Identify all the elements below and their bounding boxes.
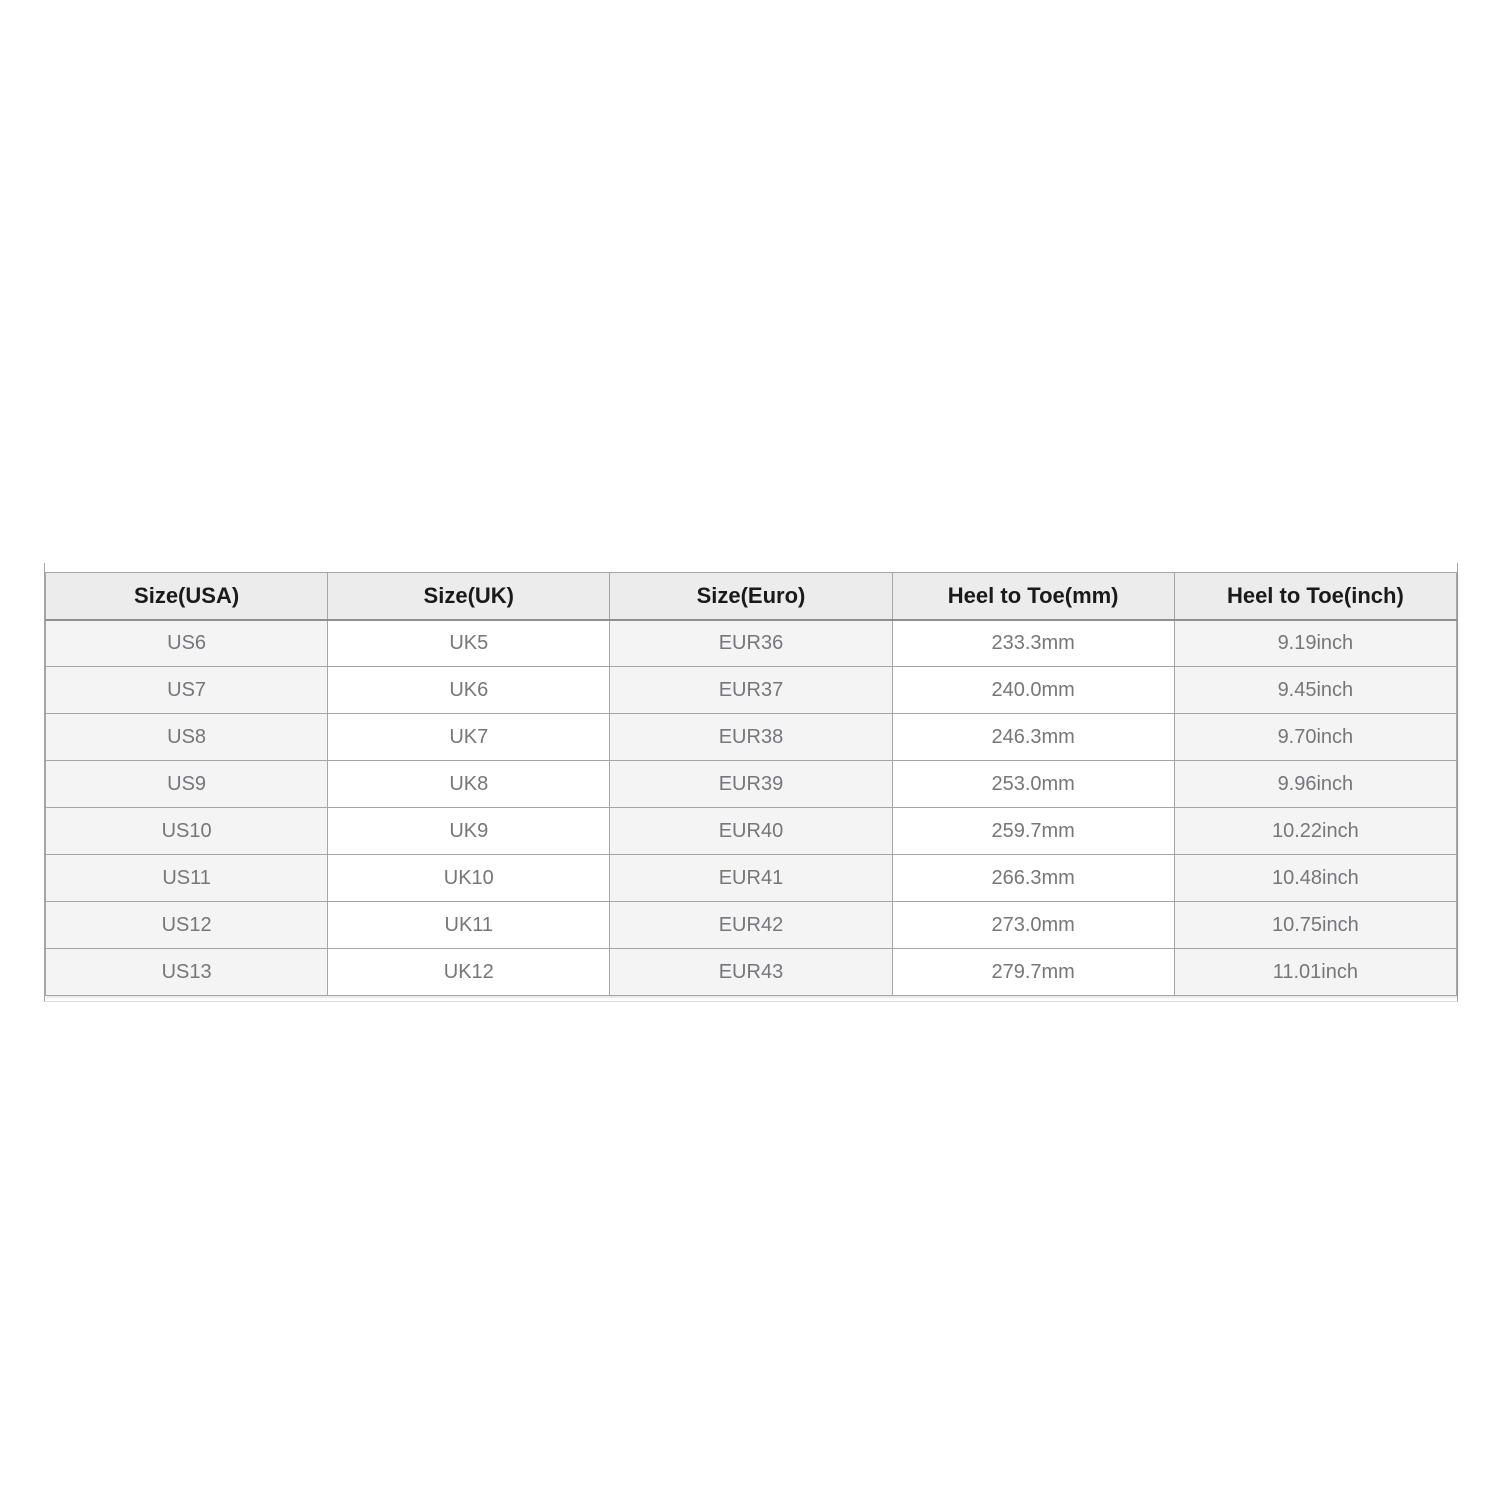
table-cell: UK6 (328, 667, 610, 714)
table-cell: EUR43 (610, 949, 892, 996)
table-cell: EUR38 (610, 714, 892, 761)
table-cell: EUR40 (610, 808, 892, 855)
table-cell: UK11 (328, 902, 610, 949)
table-cell: 10.22inch (1174, 808, 1456, 855)
table-cell: 9.96inch (1174, 761, 1456, 808)
table-cell: 253.0mm (892, 761, 1174, 808)
header-cell-4: Heel to Toe(inch) (1174, 573, 1456, 620)
shoe-size-conversion-table (45, 572, 1457, 996)
header-cell-2: Size(Euro) (610, 573, 892, 620)
table-cell: US11 (46, 855, 328, 902)
table-cell: 9.19inch (1174, 620, 1456, 667)
table-cell: EUR39 (610, 761, 892, 808)
table-cell: 11.01inch (1174, 949, 1456, 996)
table-cell: US7 (46, 667, 328, 714)
table-row (46, 949, 1457, 996)
table-row (46, 620, 1457, 667)
table-cell: EUR36 (610, 620, 892, 667)
table-row (46, 761, 1457, 808)
table-cell: UK5 (328, 620, 610, 667)
table-cell: 259.7mm (892, 808, 1174, 855)
header-cell-1: Size(UK) (328, 573, 610, 620)
header-row (46, 573, 1457, 620)
table-cell: EUR41 (610, 855, 892, 902)
table-cell: EUR42 (610, 902, 892, 949)
table-cell: EUR37 (610, 667, 892, 714)
table-cell: US8 (46, 714, 328, 761)
table-cell: 9.45inch (1174, 667, 1456, 714)
table-cell: UK10 (328, 855, 610, 902)
table-cell: US10 (46, 808, 328, 855)
table-cell: 246.3mm (892, 714, 1174, 761)
header-cell-0: Size(USA) (46, 573, 328, 620)
table-cell: US13 (46, 949, 328, 996)
table-cell: US9 (46, 761, 328, 808)
table-cell: 10.48inch (1174, 855, 1456, 902)
table-cell: UK7 (328, 714, 610, 761)
table-cell: 266.3mm (892, 855, 1174, 902)
table-body (46, 620, 1457, 996)
table-cell: 273.0mm (892, 902, 1174, 949)
table-cell: 279.7mm (892, 949, 1174, 996)
table-cell: US6 (46, 620, 328, 667)
table-cell: 233.3mm (892, 620, 1174, 667)
table-cell: 9.70inch (1174, 714, 1456, 761)
table-row (46, 667, 1457, 714)
table-row (46, 714, 1457, 761)
table-cell: 240.0mm (892, 667, 1174, 714)
table-cell: US12 (46, 902, 328, 949)
table-row (46, 808, 1457, 855)
table-cell: UK9 (328, 808, 610, 855)
table-cell: 10.75inch (1174, 902, 1456, 949)
size-chart-container (44, 563, 1458, 1002)
header-cell-3: Heel to Toe(mm) (892, 573, 1174, 620)
table-row (46, 902, 1457, 949)
table-row (46, 855, 1457, 902)
table-cell: UK12 (328, 949, 610, 996)
table-header (46, 573, 1457, 620)
table-cell: UK8 (328, 761, 610, 808)
